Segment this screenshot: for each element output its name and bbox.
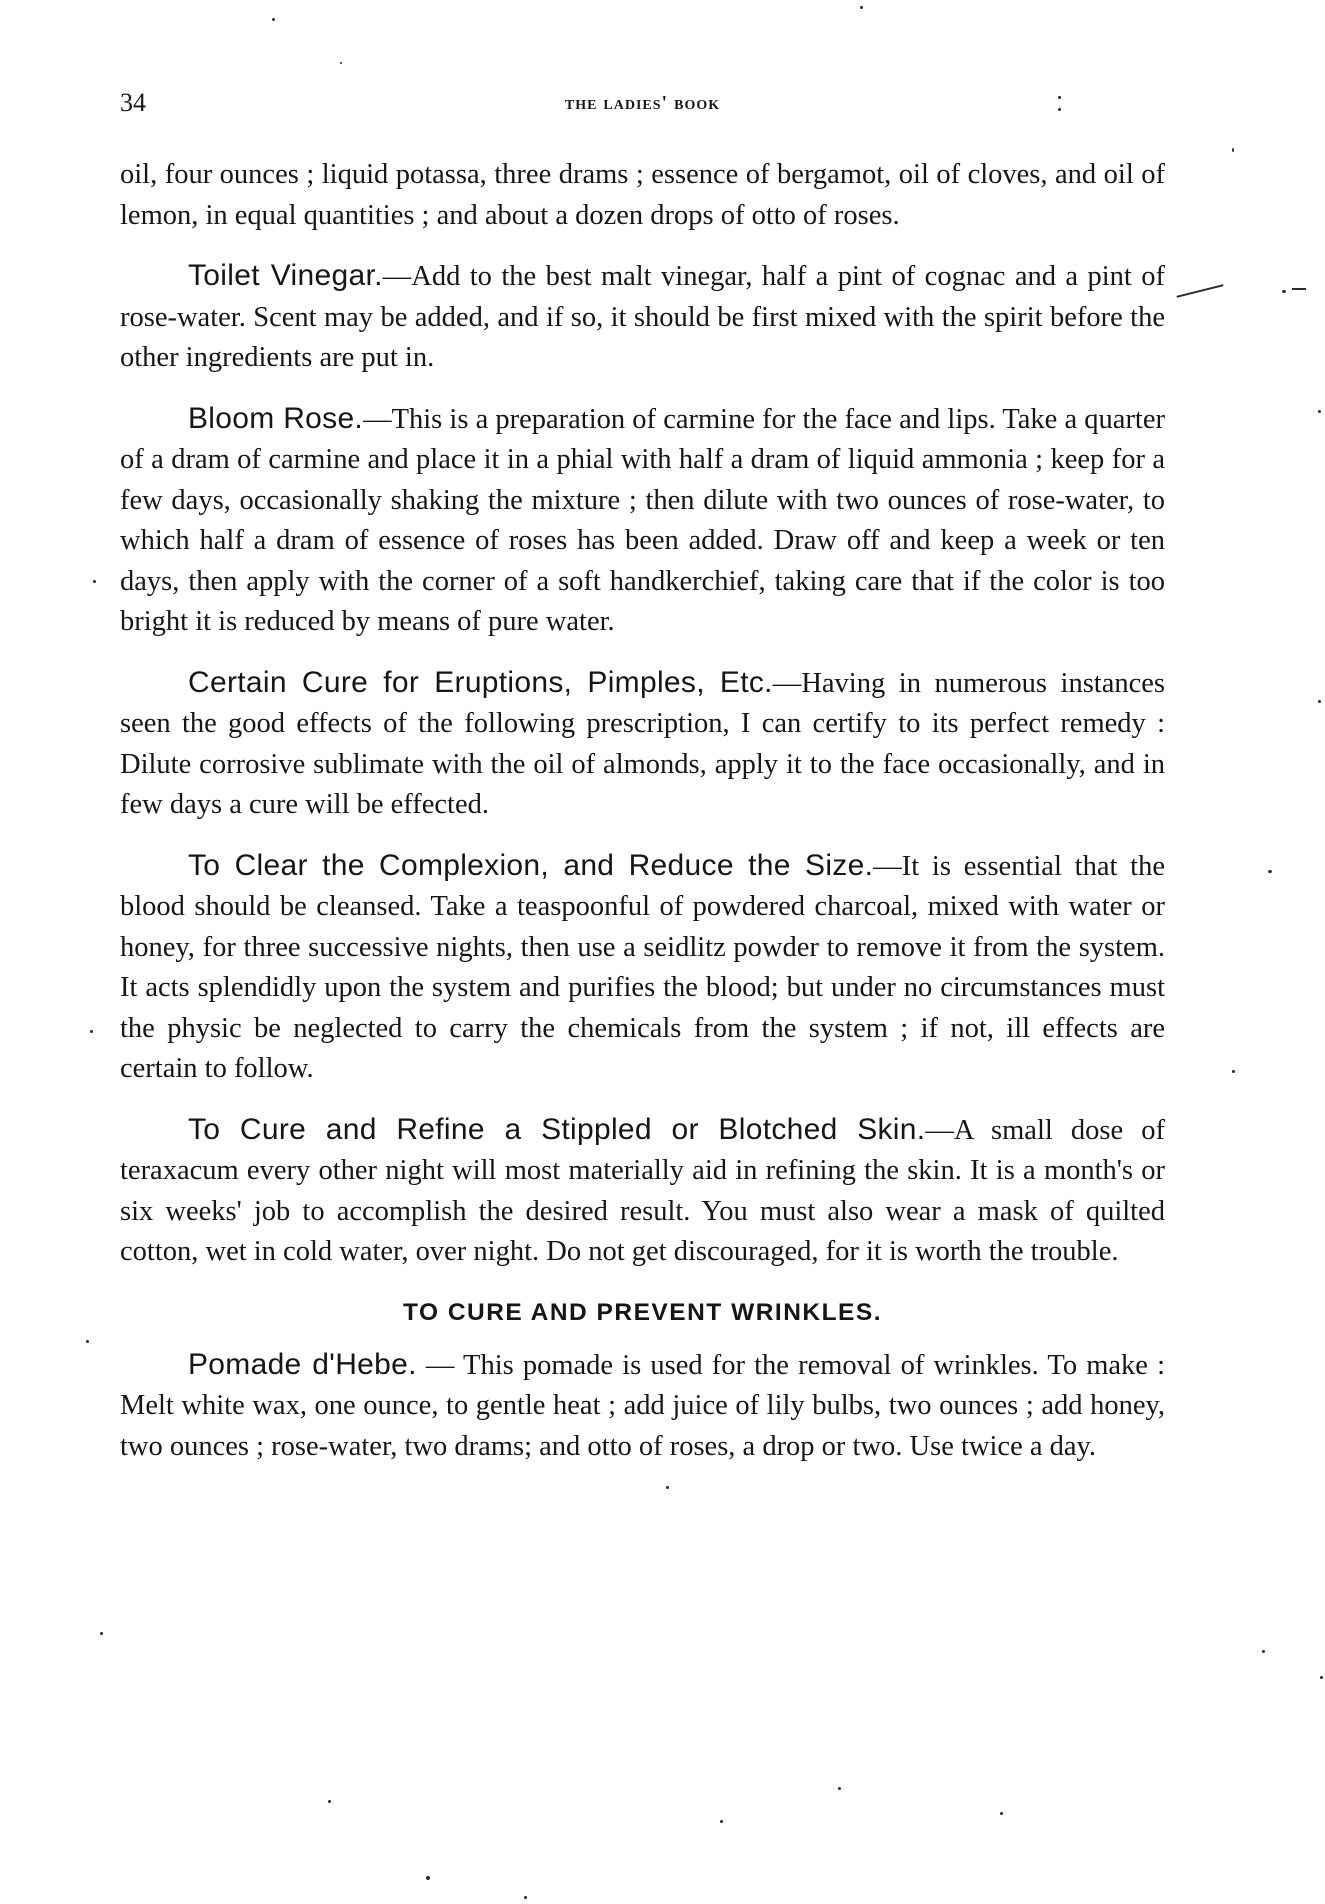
speck (1232, 1070, 1235, 1073)
recipe-title: Pomade d'Hebe. (188, 1347, 417, 1381)
speck (90, 1030, 93, 1033)
recipe-title: To Cure and Refine a Stippled or Blotched Skin. (188, 1112, 926, 1146)
speck (426, 1876, 430, 1880)
recipe-body: —It is essential that the blood should be cleansed. Take a teaspoonful of powdered charcoal, mixed with water or honey, for three successive nights, then use a seidlitz powder to remove it from the system. It acts splendidly upon the system and purifies the blood; but under no circumstances must the physic be neglected to carry the chemicals from the system ; if not, ill effects are certain to follow. (120, 850, 1166, 1084)
speck (1058, 96, 1061, 99)
page-header (120, 88, 1165, 122)
recipe-body: —A small dose of teraxacum every other night will most materially aid in refining the skin. It is a month's or six weeks' job to accomplish the desired result. You must also wear a mask of quilted cotton, wet in cold water, over night. Do not get discouraged, for it is worth the trouble. (120, 1114, 1165, 1267)
speck (860, 6, 863, 9)
recipe-blotched-skin (120, 1110, 1165, 1273)
recipe-toilet-vinegar (120, 256, 1165, 379)
page-body (120, 155, 1165, 1487)
speck (1320, 1676, 1323, 1679)
recipe-eruptions-cure (120, 663, 1165, 826)
speck (100, 1632, 103, 1635)
recipe-body: —Having in numerous instances seen the good effects of the following prescription, I can certify to its perfect remedy : Dilute corrosive sublimate with the oil of almonds, apply it to the face occasionally, and in few days a cure will be effected. (120, 667, 1165, 820)
speck (1318, 700, 1321, 703)
speck (1282, 290, 1286, 293)
speck (838, 1787, 841, 1790)
speck (1058, 108, 1061, 111)
section-heading: TO CURE AND PREVENT WRINKLES. (402, 1298, 883, 1326)
speck (666, 1486, 669, 1489)
pen-stroke (1176, 284, 1223, 298)
continued-paragraph (120, 155, 1165, 236)
page-number: 34 (120, 88, 146, 117)
speck (524, 1896, 527, 1899)
speck (1262, 1650, 1265, 1653)
speck (86, 1340, 89, 1343)
pen-stroke (1292, 288, 1306, 290)
speck (1268, 870, 1272, 873)
speck (1000, 1812, 1003, 1815)
recipe-pomade-dhebe (120, 1345, 1165, 1468)
speck (1318, 410, 1321, 413)
speck (340, 62, 342, 64)
speck (720, 1820, 723, 1823)
recipe-body: — This pomade is used for the removal of wrinkles. To make : Melt white wax, one ounce, to gentle heat ; add juice of lily bulbs, two ounces ; add honey, two ounces ; rose-water, two drams; and otto of roses, a drop or two. Use twice a day. (120, 1349, 1165, 1462)
recipe-clear-complexion (120, 846, 1165, 1090)
paragraph-body: oil, four ounces ; liquid potassa, three drams ; essence of bergamot, oil of cloves, and oil of lemon, in equal quantities ; and about a dozen drops of otto of roses. (120, 159, 1165, 231)
recipe-title: Certain Cure for Eruptions, Pimples, Etc. (188, 665, 773, 699)
speck (1232, 148, 1234, 152)
running-title: the ladies' book (564, 92, 721, 114)
speck (328, 1800, 331, 1803)
recipe-title: Bloom Rose. (188, 401, 364, 435)
recipe-body: —Add to the best malt vinegar, half a pint of cognac and a pint of rose-water. Scent may be added, and if so, it should be first mixed with the spirit before the other ingredients are put in. (120, 261, 1165, 373)
recipe-title: Toilet Vinegar. (188, 259, 383, 292)
speck (93, 580, 96, 583)
recipe-bloom-rose (120, 399, 1165, 643)
recipe-body: —This is a preparation of carmine for the face and lips. Take a quarter of a dram of carmine and place it in a phial with half a dram of liquid ammonia ; keep for a few days, occasionally shaking the mixture ; then dilute with two ounces of rose-water, to which half a dram of essence of roses has been added. Draw off and keep a week or ten days, then apply with the corner of a soft handkerchief, taking care that if the color is too bright it is reduced by means of pure water. (120, 403, 1165, 637)
recipe-title: To Clear the Complexion, and Reduce the Size. (188, 848, 874, 882)
speck (272, 18, 275, 21)
